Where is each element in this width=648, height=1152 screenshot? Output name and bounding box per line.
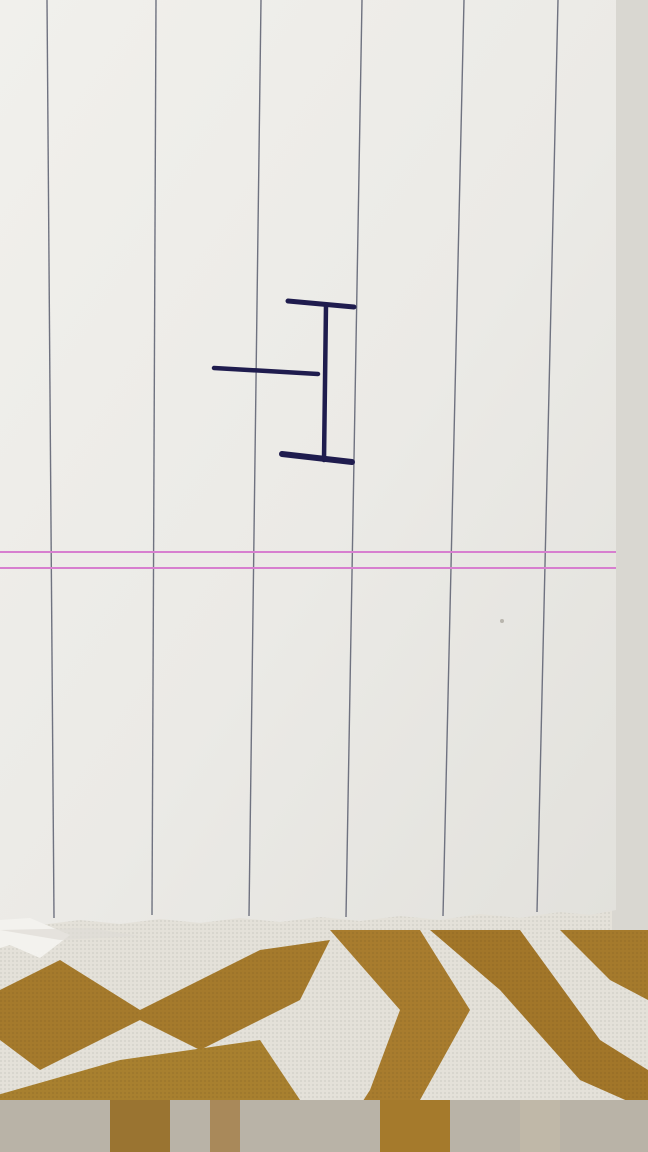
photo-right-edge <box>612 0 648 930</box>
paper-speck <box>500 619 504 623</box>
photo-bottom-strip <box>0 1100 648 1152</box>
